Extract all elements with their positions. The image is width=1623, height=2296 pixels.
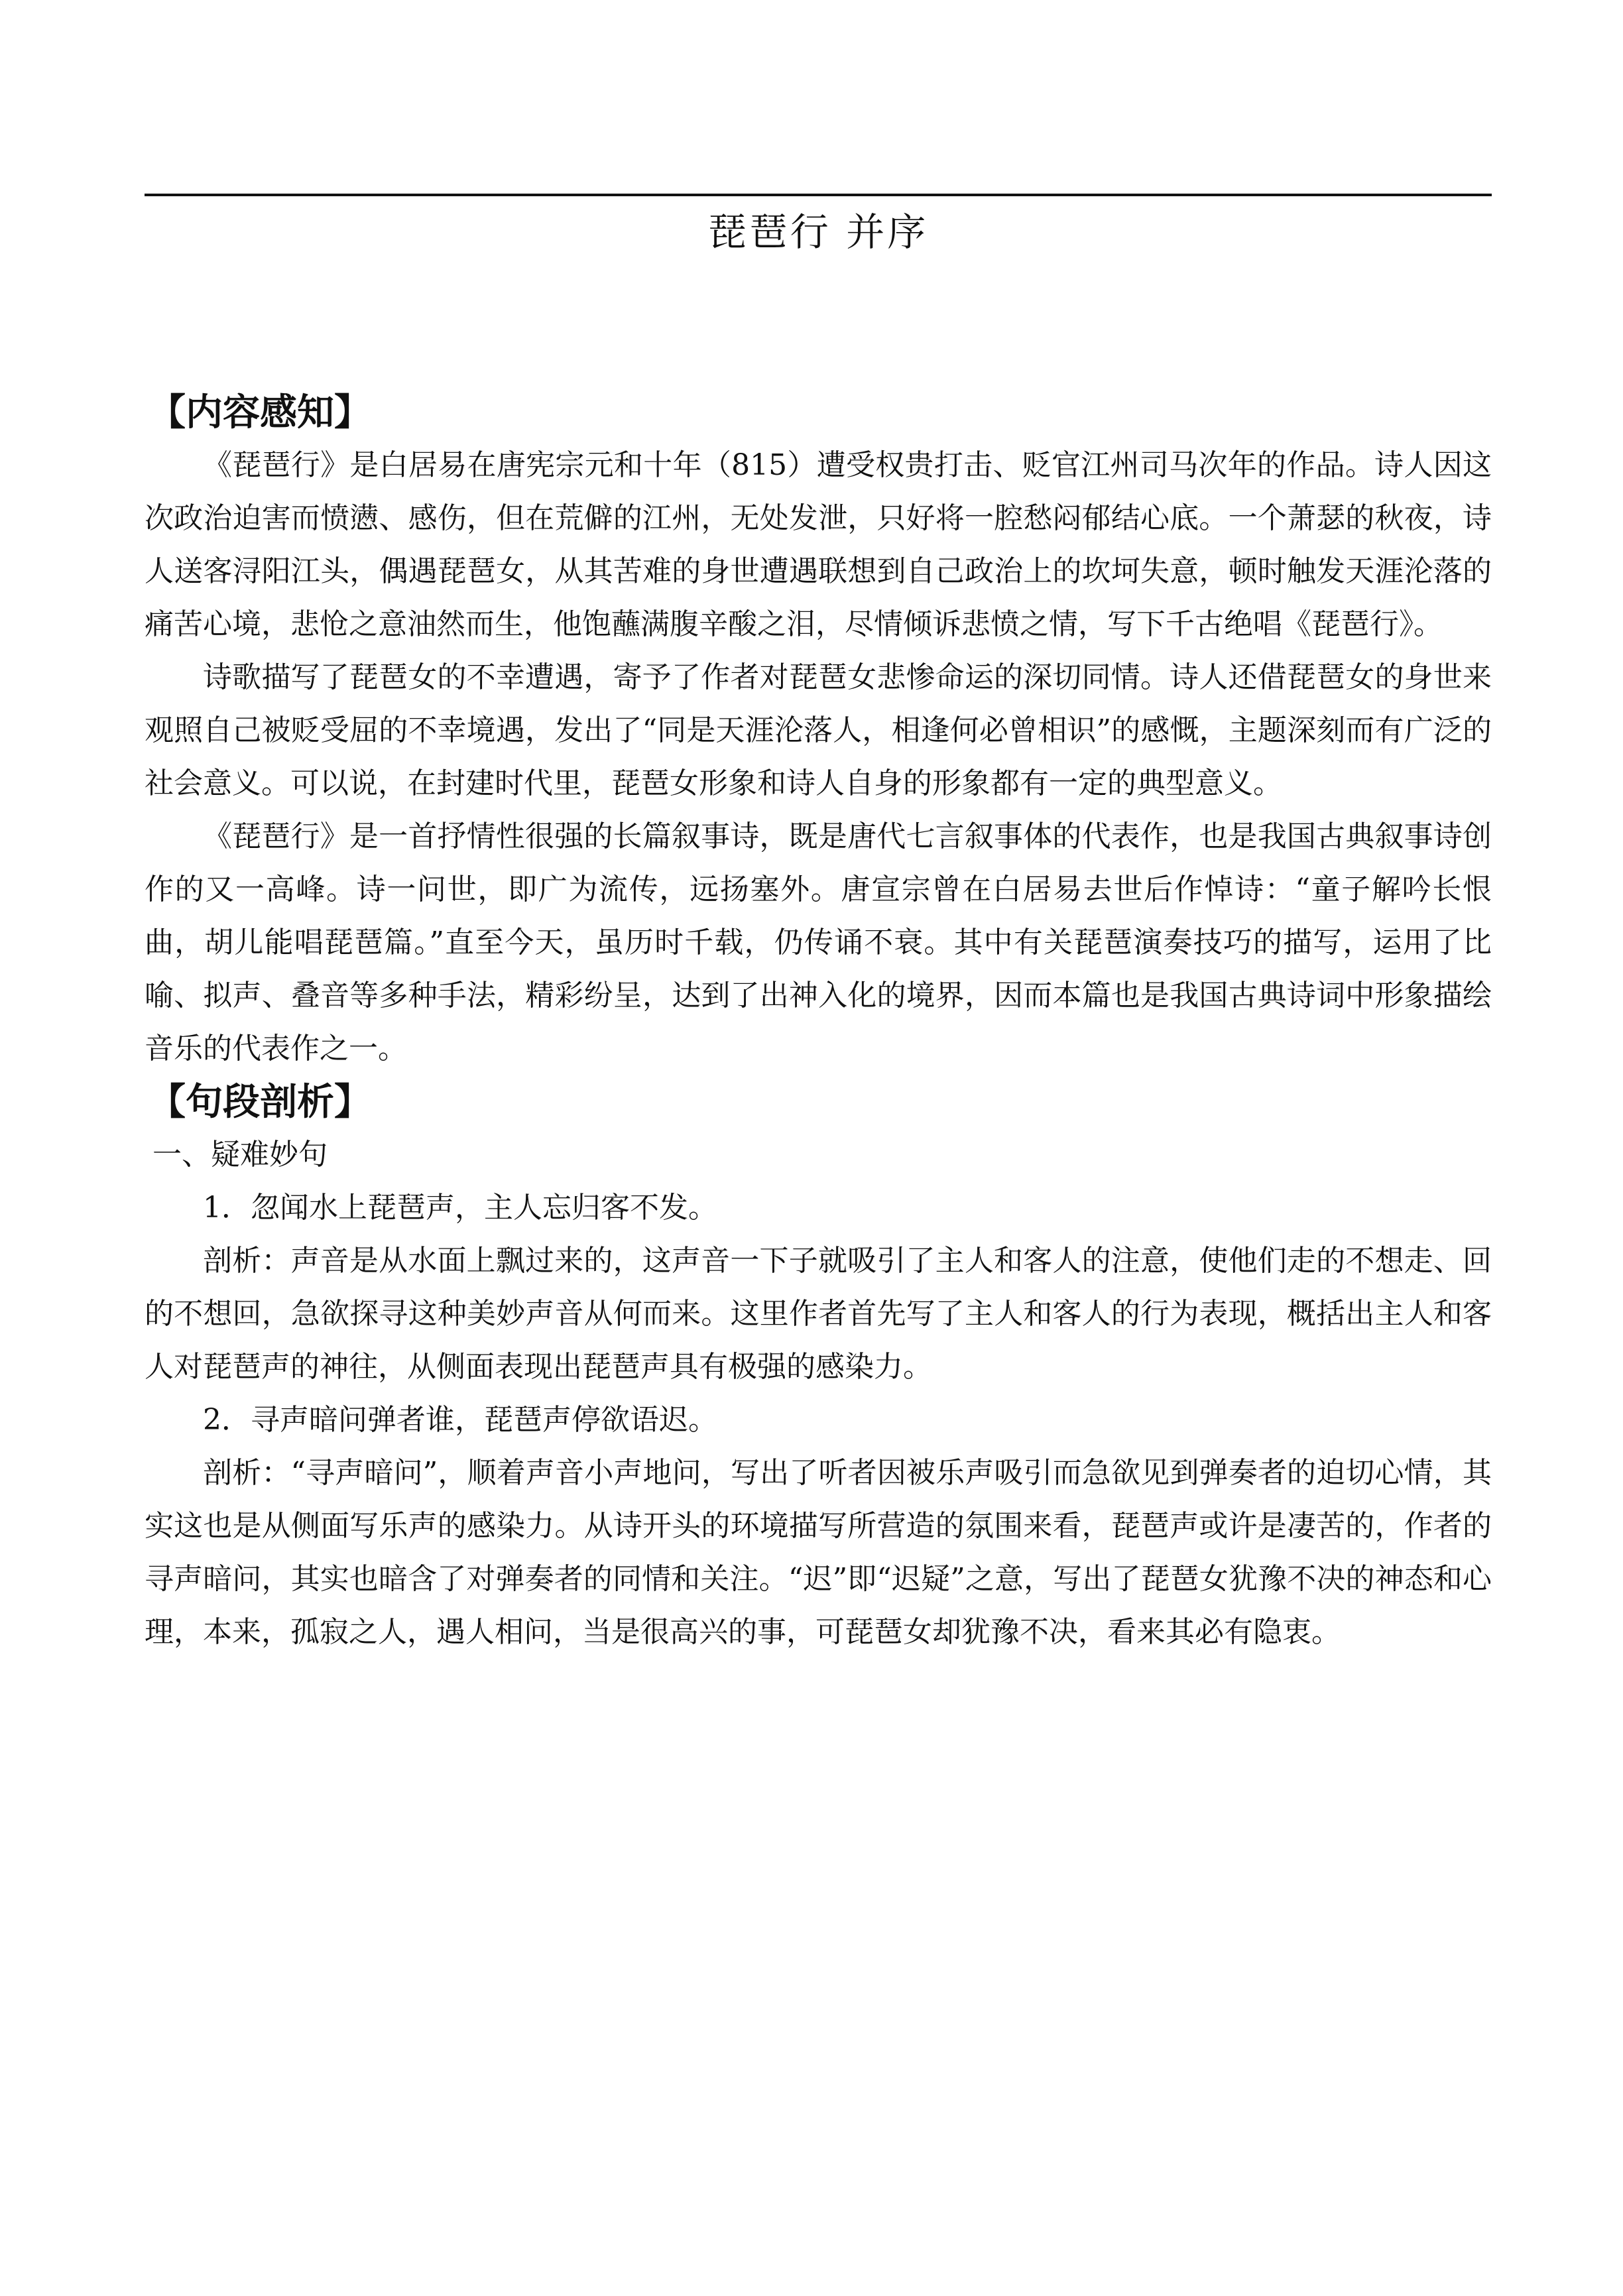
difficult-sentences-subheading: 一、疑难妙句 <box>152 1138 328 1172</box>
sentence-analysis-heading: 【句段剖析】 <box>149 1080 371 1124</box>
body-paragraph: 诗歌描写了琵琶女的不幸遭遇，寄予了作者对琵琶女悲惨命运的深切同情。诗人还借琵琶女的身世来观照自己被贬受屈的不幸境遇，发出了“同是天涯沦落人，相逢何必曾相识”的感慨，主题深刻而有广泛的社会意义。可以说，在封建时代里，琵琶女形象和诗人自身的形象都有一定的典型意义。 <box>145 660 1492 800</box>
document-body <box>145 386 1492 1659</box>
analysis-item <box>145 1181 1492 1394</box>
content-perception-heading: 【内容感知】 <box>149 391 371 434</box>
analysis-paragraph: 剖析：声音是从水面上飘过来的，这声音一下子就吸引了主人和客人的注意，使他们走的不想走、回的不想回，急欲探寻这种美妙声音从何而来。这里作者首先写了主人和客人的行为表现，概括出主人和客人对琵琶声的神往，从侧面表现出琵琶声具有极强的感染力。 <box>145 1244 1492 1384</box>
body-paragraph: 《琵琶行》是白居易在唐宪宗元和十年（815）遭受权贵打击、贬官江州司马次年的作品。诗人因这次政治迫害而愤懑、感伤，但在荒僻的江州，无处发泄，只好将一腔愁闷郁结心底。一个萧瑟的秋夜，诗人送客浔阳江头，偶遇琵琶女，从其苦难的身世遭遇联想到自己政治上的坎坷失意，顿时触发天涯沦落的痛苦心境，悲怆之意油然而生，他饱蘸满腹辛酸之泪，尽情倾诉悲愤之情，写下千古绝唱《琵琶行》。 <box>145 448 1492 641</box>
content-perception-section <box>145 386 1492 1075</box>
quoted-sentence: 1．忽闻水上琵琶声，主人忘归客不发。 <box>203 1191 717 1225</box>
quoted-sentence: 2．寻声暗问弹者谁，琵琶声停欲语迟。 <box>203 1403 717 1437</box>
sentence-analysis-section <box>145 1075 1492 1659</box>
analysis-paragraph: 剖析：“寻声暗问”，顺着声音小声地问，写出了听者因被乐声吸引而急欲见到弹奏者的迫切心情，其实这也是从侧面写乐声的感染力。从诗开头的环境描写所营造的氛围来看，琵琶声或许是凄苦的，作者的寻声暗问，其实也暗含了对弹奏者的同情和关注。“迟”即“迟疑”之意，写出了琵琶女犹豫不决的神态和心理，本来，孤寂之人，遇人相问，当是很高兴的事，可琵琶女却犹豫不决，看来其必有隐衷。 <box>145 1456 1492 1649</box>
header-rule <box>145 194 1492 196</box>
document-title: 琵琶行 并序 <box>707 210 929 255</box>
analysis-item <box>145 1394 1492 1659</box>
body-paragraph: 《琵琶行》是一首抒情性很强的长篇叙事诗，既是唐代七言叙事体的代表作，也是我国古典叙事诗创作的又一高峰。诗一问世，即广为流传，远扬塞外。唐宣宗曾在白居易去世后作悼诗：“童子解吟长恨曲，胡儿能唱琵琶篇。”直至今天，虽历时千载，仍传诵不衰。其中有关琵琶演奏技巧的描写，运用了比喻、拟声、叠音等多种手法，精彩纷呈，达到了出神入化的境界，因而本篇也是我国古典诗词中形象描绘音乐的代表作之一。 <box>145 819 1492 1065</box>
